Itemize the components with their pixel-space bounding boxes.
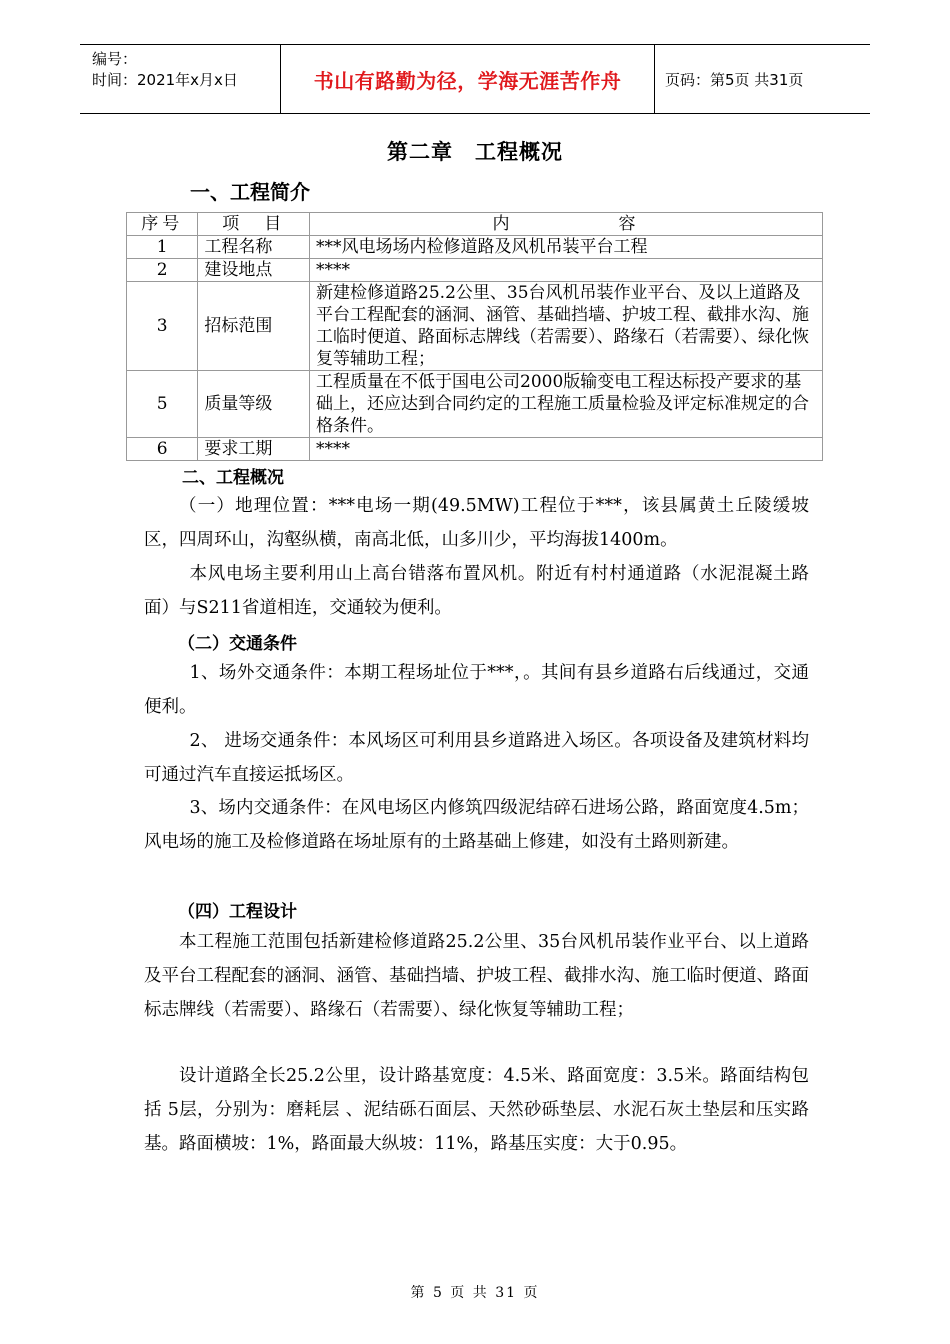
row-content: **** <box>310 259 823 282</box>
paragraph-layout: 本风电场主要利用山上高台错落布置风机。附近有村村通道路（水泥混凝土路面）与S211省道相连，交通较为便利。 <box>144 564 809 618</box>
header-cell-index: 序号 <box>127 213 198 236</box>
project-info-table <box>126 212 823 461</box>
heading-design: （四）工程设计 <box>178 902 297 922</box>
row-number: 1 <box>127 236 198 259</box>
table-row <box>127 236 823 259</box>
table-row <box>127 438 823 461</box>
row-content: ***风电场场内检修道路及风机吊装平台工程 <box>310 236 823 259</box>
page-footer: 第 5 页 共 31 页 <box>410 1285 540 1301</box>
table-row <box>127 282 823 371</box>
number-label: 编号： <box>92 50 138 68</box>
header-page-label: 页码：第5页 共31页 <box>665 70 804 89</box>
paragraph-external-traffic: 1、场外交通条件：本期工程场址位于***，。其间有县乡道路右后线通过，交通便利。 <box>144 663 809 717</box>
chapter-title: 第二章 工程概况 <box>387 140 563 164</box>
row-item: 质量等级 <box>198 371 310 438</box>
section-title-overview: 一、工程简介 <box>190 180 310 204</box>
section-title-summary: 二、工程概况 <box>182 468 284 488</box>
row-content: 工程质量在不低于国电公司2000版输变电工程达标投产要求的基础上，还应达到合同约定的工程施工质量检验及评定标准规定的合格条件。 <box>310 371 823 438</box>
date-label: 时间：2021年x月x日 <box>92 71 238 89</box>
row-item: 工程名称 <box>198 236 310 259</box>
paragraph-location: （一）地理位置：***电场一期(49.5MW)工程位于***，该县属黄土丘陵缓坡区，四周环山，沟壑纵横，南高北低，山多川少，平均海拔1400m。 <box>144 496 809 550</box>
row-number: 5 <box>127 371 198 438</box>
header-cell-item: 项 目 <box>198 213 310 236</box>
header-meta <box>80 45 281 113</box>
row-item: 要求工期 <box>198 438 310 461</box>
page-header <box>80 44 870 114</box>
paragraph-internal-traffic: 3、场内交通条件：在风电场区内修筑四级泥结碎石进场公路，路面宽度4.5m；风电场的施工及检修道路在场址原有的土路基础上修建，如没有土路则新建。 <box>144 798 809 852</box>
paragraph-entry-traffic: 2、 进场交通条件：本风场区可利用县乡道路进入场区。各项设备及建筑材料均可通过汽车直接运抵场区。 <box>144 731 809 785</box>
paragraph-design-scope: 本工程施工范围包括新建检修道路25.2公里、35台风机吊装作业平台、以上道路及平台工程配套的涵洞、涵管、基础挡墙、护坡工程、截排水沟、施工临时便道、路面标志牌线（若需要）、路缘石（若需要）、绿化恢复等辅助工程； <box>144 932 809 1020</box>
table-row <box>127 259 823 282</box>
row-item: 建设地点 <box>198 259 310 282</box>
paragraph-road-design: 设计道路全长25.2公里，设计路基宽度：4.5米、路面宽度：3.5米。路面结构包括 5层，分别为：磨耗层 、泥结砾石面层、天然砂砾垫层、水泥石灰土垫层和压实路基。路面横坡：1%，路面最大纵坡：11%，路基压实度：大于0.95。 <box>144 1066 809 1154</box>
heading-traffic: （二）交通条件 <box>178 634 297 654</box>
table-header-row <box>127 213 823 236</box>
row-number: 2 <box>127 259 198 282</box>
header-cell-content: 内 容 <box>310 213 823 236</box>
row-number: 6 <box>127 438 198 461</box>
row-number: 3 <box>127 282 198 371</box>
table-row <box>127 371 823 438</box>
row-content: 新建检修道路25.2公里、35台风机吊装作业平台、及以上道路及平台工程配套的涵洞、涵管、基础挡墙、护坡工程、截排水沟、施工临时便道、路面标志牌线（若需要）、路缘石（若需要）、绿化恢复等辅助工程； <box>310 282 823 371</box>
row-item: 招标范围 <box>198 282 310 371</box>
row-content: **** <box>310 438 823 461</box>
header-motto: 书山有路勤为径，学海无涯苦作舟 <box>281 45 655 113</box>
